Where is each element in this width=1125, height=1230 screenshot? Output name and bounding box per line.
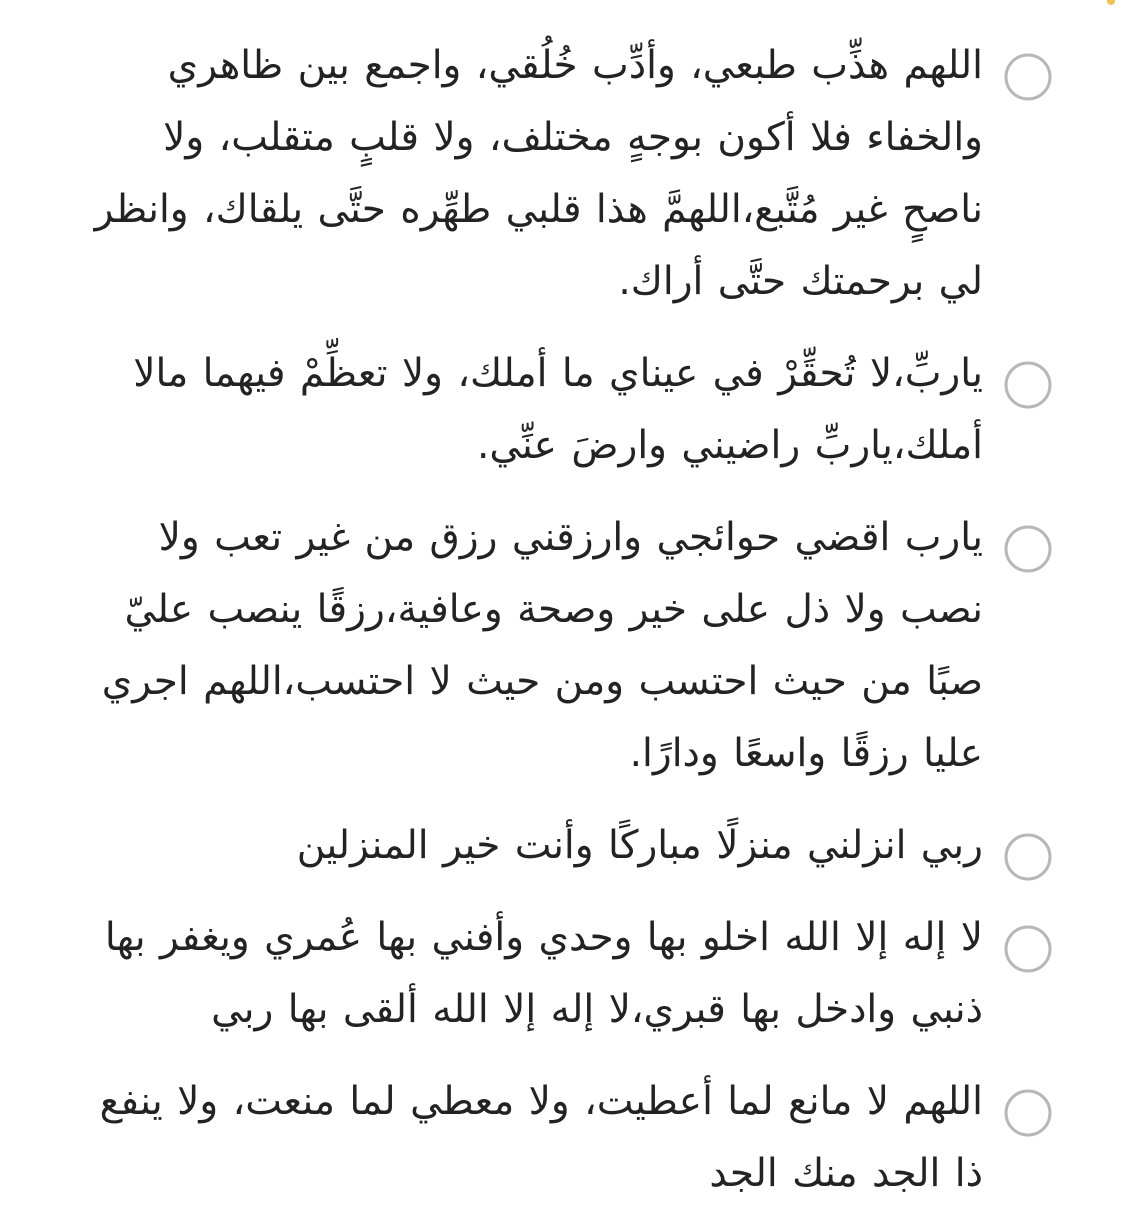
option-text: لا إله إلا الله اخلو بها وحدي وأفني بها عُمري ويغفر بها ذنبي وادخل بها قبري،لا إله إلا الله ألقى بها ربي [104,915,983,1032]
previous-content-edge [0,0,1125,10]
radio-circle-icon [1003,52,1053,102]
radio-circle-icon [1003,1088,1053,1138]
list-item-option-6[interactable] [73,1066,1053,1210]
list-item-option-4[interactable] [73,810,1053,882]
option-text: اللهم هذِّب طبعي، وأدِّب خُلُقي، واجمع بين ظاهري والخفاء فلا أكون بوجهٍ مختلف، ولا قلبٍ متقلب، ولا ناصحٍ غير مُتَّبع،اللهمَّ هذا قلبي طهِّره حتَّى يلقاك، وانظر لي برحمتك حتَّى أراك. [94,43,983,304]
radio-button[interactable] [1003,52,1053,102]
radio-circle-icon [1003,360,1053,410]
cut-off-text-line [420,0,1125,7]
options-list [73,30,1053,1230]
option-text: ياربِّ،لا تُحقِّرْ في عيناي ما أملك، ولا تعظِّمْ فيهما مالا أملك،ياربِّ راضيني وارضَ عنِّي. [133,351,983,468]
option-text: اللهم لا مانع لما أعطيت، ولا معطي لما منعت، ولا ينفع ذا الجد منك الجد [99,1079,983,1196]
radio-button[interactable] [1003,360,1053,410]
radio-button[interactable] [1003,524,1053,574]
list-item-option-2[interactable] [73,338,1053,482]
radio-circle-icon [1003,924,1053,974]
radio-circle-icon [1003,524,1053,574]
list-item-option-5[interactable] [73,902,1053,1046]
radio-button[interactable] [1003,924,1053,974]
option-text: ربي انزلني منزلًا مباركًا وأنت خير المنزلين [296,823,983,868]
radio-circle-icon [1003,832,1053,882]
option-text: يارب اقضي حوائجي وارزقني رزق من غير تعب ولا نصب ولا ذل على خير وصحة وعافية،رزقًا ينصب عليّ صبًا من حيث احتسب ومن حيث لا احتسب،اللهم اجري عليا رزقًا واسعًا ودارًا. [101,515,983,776]
list-item-option-3[interactable] [73,502,1053,790]
radio-button[interactable] [1003,832,1053,882]
list-item-option-1[interactable] [73,30,1053,318]
radio-button[interactable] [1003,1088,1053,1138]
